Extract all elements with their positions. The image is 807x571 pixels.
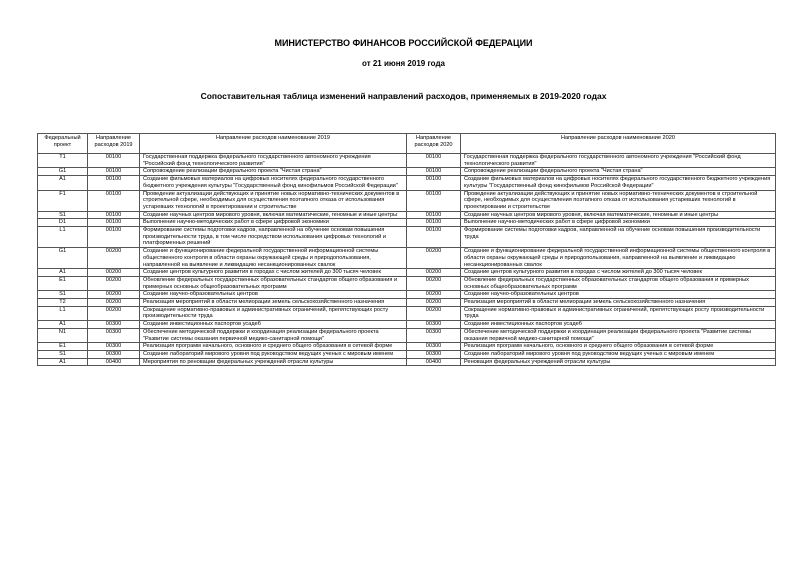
ministry-title: МИНИСТЕРСТВО ФИНАНСОВ РОССИЙСКОЙ ФЕДЕРАЦИИ xyxy=(274,38,533,48)
cell-name-2020: Создание инвестиционных паспортов усадеб xyxy=(461,321,776,329)
table-row xyxy=(38,190,776,211)
cell-code-2019: 00100 xyxy=(88,219,140,227)
cell-name-2019: Создание научно-образовательных центров xyxy=(140,291,407,299)
column-header-name-2020: Направление расходов наименование 2020 xyxy=(461,134,776,154)
cell-code-2020: 00200 xyxy=(407,306,461,320)
table-row xyxy=(38,299,776,307)
table-row xyxy=(38,227,776,248)
column-header-code-2020: Направление расходов 2020 xyxy=(407,134,461,154)
cell-federal-project: E1 xyxy=(38,276,88,290)
cell-code-2020: 00100 xyxy=(407,154,461,168)
table-row xyxy=(38,350,776,358)
cell-code-2019: 00100 xyxy=(88,211,140,219)
cell-name-2020: Создание лабораторий мирового уровня под руководством ведущих ученых с мировым именем xyxy=(461,350,776,358)
cell-code-2020: 00300 xyxy=(407,350,461,358)
cell-name-2019: Государственная поддержка федерального государственного автономного учреждения "Российский фонд технологического развития" xyxy=(140,154,407,168)
cell-federal-project: T1 xyxy=(38,154,88,168)
cell-code-2020: 00300 xyxy=(407,321,461,329)
cell-name-2020: Выполнение научно-методических работ в сфере цифровой экономики xyxy=(461,219,776,227)
cell-code-2019: 00200 xyxy=(88,291,140,299)
table-row xyxy=(38,154,776,168)
table-row xyxy=(38,248,776,269)
cell-code-2019: 00300 xyxy=(88,343,140,351)
column-header-name-2019: Направление расходов наименование 2019 xyxy=(140,134,407,154)
cell-name-2019: Проведение актуализации действующих и принятие новых нормативно-технических документов в строительной сфере, необходимых для осуществления поэтапного отказа от использования устаревших технологий в проектировании и строительстве xyxy=(140,190,407,211)
cell-federal-project: F1 xyxy=(38,190,88,211)
cell-name-2020: Формирование системы подготовки кадров, направленной на обучение основам повышения производительности труда xyxy=(461,227,776,248)
comparison-table xyxy=(37,133,776,366)
cell-name-2020: Реализация программ начального, основного и среднего общего образования в сетевой форме xyxy=(461,343,776,351)
cell-name-2019: Создание фильмовых материалов на цифровых носителях федерального государственного бюджетного учреждения культуры "Государственный фонд кинофильмов Российской Федерации" xyxy=(140,176,407,190)
cell-code-2019: 00300 xyxy=(88,350,140,358)
cell-code-2019: 00100 xyxy=(88,176,140,190)
cell-name-2020: Сопровождение реализации федерального проекта "Чистая страна" xyxy=(461,168,776,176)
cell-federal-project: A1 xyxy=(38,358,88,366)
cell-name-2020: Реализация мероприятий в области мелиорации земель сельскохозяйственного назначения xyxy=(461,299,776,307)
table-header-row xyxy=(38,134,776,154)
table-header xyxy=(38,134,776,154)
cell-federal-project: S1 xyxy=(38,350,88,358)
cell-name-2019: Создание и функционирование федеральной государственной информационной системы общественного контроля в области охраны окружающей среды и природопользования, направленной на выявление и ликвидацию несанкционированных свалок xyxy=(140,248,407,269)
cell-code-2020: 00200 xyxy=(407,248,461,269)
cell-code-2020: 00200 xyxy=(407,291,461,299)
table-row xyxy=(38,291,776,299)
cell-name-2020: Сокращение нормативно-правовых и административных ограничений, препятствующих росту производительности труда xyxy=(461,306,776,320)
cell-code-2019: 00300 xyxy=(88,328,140,342)
cell-name-2019: Создание центров культурного развития в городах с числом жителей до 300 тысяч человек xyxy=(140,269,407,277)
cell-name-2019: Реализация программ начального, основного и среднего общего образования в сетевой форме xyxy=(140,343,407,351)
cell-federal-project: T2 xyxy=(38,299,88,307)
cell-code-2020: 00200 xyxy=(407,269,461,277)
cell-code-2020: 00100 xyxy=(407,211,461,219)
cell-name-2020: Создание научных центров мирового уровня, включая математические, геномные и иные центры xyxy=(461,211,776,219)
cell-code-2020: 00100 xyxy=(407,219,461,227)
cell-name-2020: Государственная поддержка федерального государственного автономного учреждения "Российский фонд технологического развития" xyxy=(461,154,776,168)
cell-name-2020: Обновление федеральных государственных образовательных стандартов общего образования и примерных основных общеобразовательных программ xyxy=(461,276,776,290)
table-row xyxy=(38,306,776,320)
cell-federal-project: G1 xyxy=(38,248,88,269)
cell-federal-project: L1 xyxy=(38,306,88,320)
cell-code-2019: 00200 xyxy=(88,248,140,269)
cell-federal-project: A1 xyxy=(38,269,88,277)
cell-code-2019: 00200 xyxy=(88,276,140,290)
cell-code-2020: 00100 xyxy=(407,227,461,248)
cell-name-2020: Создание фильмовых материалов на цифровых носителях федерального государственного бюджетного учреждения культуры "Государственный фонд кинофильмов Российской Федерации" xyxy=(461,176,776,190)
cell-code-2020: 00300 xyxy=(407,343,461,351)
document-date: от 21 июня 2019 года xyxy=(362,59,445,68)
table-row xyxy=(38,176,776,190)
cell-code-2019: 00200 xyxy=(88,269,140,277)
column-header-federal-project: Федеральный проект xyxy=(38,134,88,154)
cell-name-2020: Обеспечение методической поддержки и координация реализации федерального проекта "Развитие системы оказания первичной медико-санитарной помощи" xyxy=(461,328,776,342)
cell-code-2020: 00300 xyxy=(407,328,461,342)
table-row xyxy=(38,358,776,366)
table-row xyxy=(38,343,776,351)
table-row xyxy=(38,168,776,176)
cell-name-2019: Создание инвестиционных паспортов усадеб xyxy=(140,321,407,329)
cell-federal-project: L1 xyxy=(38,227,88,248)
cell-name-2020: Создание центров культурного развития в городах с числом жителей до 300 тысяч человек xyxy=(461,269,776,277)
cell-name-2019: Сопровождение реализации федерального проекта "Чистая страна" xyxy=(140,168,407,176)
cell-name-2020: Проведение актуализации действующих и принятие новых нормативно-технических документов в строительной сфере, необходимых для осуществления поэтапного отказа от использования устаревших технологий в проектировании и строительстве xyxy=(461,190,776,211)
cell-code-2020: 00200 xyxy=(407,299,461,307)
cell-code-2020: 00100 xyxy=(407,168,461,176)
cell-name-2019: Обновление федеральных государственных образовательных стандартов общего образования и примерных основных общеобразовательных программ xyxy=(140,276,407,290)
table-row xyxy=(38,276,776,290)
cell-code-2020: 00100 xyxy=(407,176,461,190)
cell-code-2019: 00100 xyxy=(88,190,140,211)
cell-code-2020: 00400 xyxy=(407,358,461,366)
cell-federal-project: N1 xyxy=(38,328,88,342)
cell-federal-project: A1 xyxy=(38,176,88,190)
cell-code-2019: 00100 xyxy=(88,227,140,248)
cell-code-2019: 00300 xyxy=(88,321,140,329)
cell-name-2019: Обеспечение методической поддержки и координация реализации федерального проекта "Развитие системы оказания первичной медико-санитарной помощи" xyxy=(140,328,407,342)
cell-federal-project: S1 xyxy=(38,291,88,299)
cell-name-2019: Реализация мероприятий в области мелиорации земель сельскохозяйственного назначения xyxy=(140,299,407,307)
cell-code-2019: 00100 xyxy=(88,154,140,168)
cell-code-2020: 00200 xyxy=(407,276,461,290)
cell-name-2020: Реновация федеральных учреждений отрасли культуры xyxy=(461,358,776,366)
cell-federal-project: A1 xyxy=(38,321,88,329)
table-row xyxy=(38,321,776,329)
table-row xyxy=(38,328,776,342)
cell-name-2019: Создание лабораторий мирового уровня под руководством ведущих ученых с мировым именем xyxy=(140,350,407,358)
cell-federal-project: D1 xyxy=(38,219,88,227)
cell-name-2020: Создание и функционирование федеральной государственной информационной системы общественного контроля в области охраны окружающей среды и природопользования, направленной на выявление и ликвидацию несанкционированных свалок xyxy=(461,248,776,269)
document-title: Сопоставительная таблица изменений направлений расходов, применяемых в 2019-2020 годах xyxy=(200,91,607,101)
cell-code-2019: 00400 xyxy=(88,358,140,366)
cell-name-2019: Мероприятия по реновации федеральных учреждений отрасли культуры xyxy=(140,358,407,366)
cell-code-2019: 00200 xyxy=(88,299,140,307)
cell-name-2019: Сокращение нормативно-правовых и административных ограничений, препятствующих росту производительности труда xyxy=(140,306,407,320)
cell-federal-project: G1 xyxy=(38,168,88,176)
column-header-code-2019: Направление расходов 2019 xyxy=(88,134,140,154)
cell-federal-project: S1 xyxy=(38,211,88,219)
table-row xyxy=(38,211,776,219)
cell-name-2020: Создание научно-образовательных центров xyxy=(461,291,776,299)
cell-name-2019: Выполнение научно-методических работ в сфере цифровой экономики xyxy=(140,219,407,227)
cell-code-2020: 00100 xyxy=(407,190,461,211)
table-body xyxy=(38,154,776,366)
cell-name-2019: Создание научных центров мирового уровня, включая математические, геномные и иные центры xyxy=(140,211,407,219)
cell-name-2019: Формирование системы подготовки кадров, направленной на обучение основам повышения производительности труда, в том числе посредством использования цифровых технологий и платформенных решений xyxy=(140,227,407,248)
table-row xyxy=(38,269,776,277)
cell-code-2019: 00200 xyxy=(88,306,140,320)
cell-federal-project: E1 xyxy=(38,343,88,351)
table-row xyxy=(38,219,776,227)
cell-code-2019: 00100 xyxy=(88,168,140,176)
